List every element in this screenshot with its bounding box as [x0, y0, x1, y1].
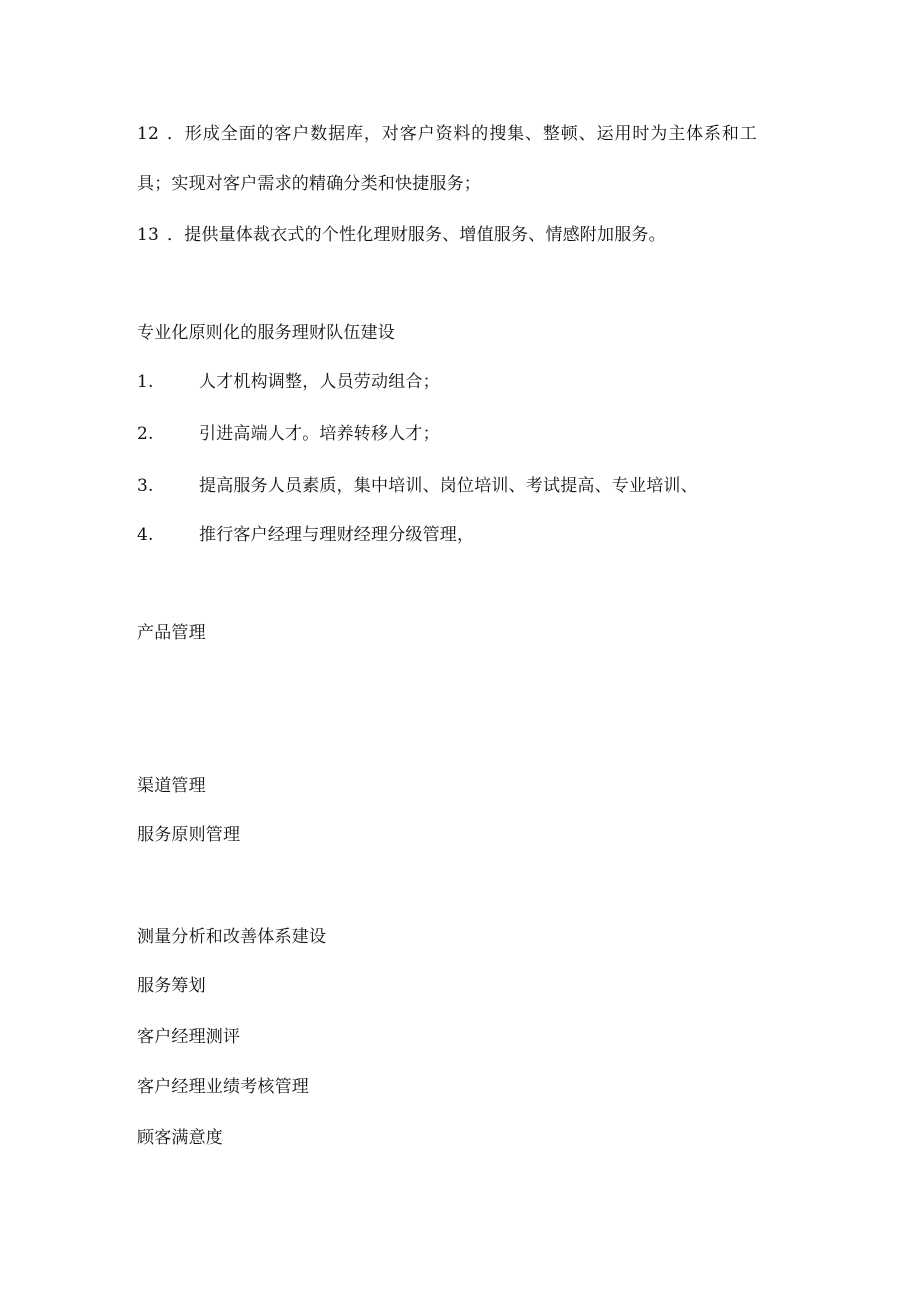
list-text: 提高服务人员素质，集中培训、岗位培训、考试提高、专业培训、 — [199, 476, 698, 496]
section-heading-channel: 渠道管理 — [137, 776, 206, 796]
list-number: 4. — [137, 525, 154, 545]
item-text: ．提供量体裁衣式的个性化理财服务、增值服务、情感附加服务。 — [167, 225, 666, 245]
list-number: 1. — [137, 372, 154, 392]
list-item — [137, 370, 440, 394]
list-item — [137, 422, 440, 446]
section-heading-satisfaction: 顾客满意度 — [137, 1128, 223, 1148]
list-number: 2. — [137, 424, 154, 444]
list-number: 3. — [137, 476, 154, 496]
section-heading-team: 专业化原则化的服务理财队伍建设 — [137, 323, 395, 343]
list-text: 引进高端人才。培养转移人才； — [199, 424, 440, 444]
item-13 — [137, 223, 666, 247]
section-heading-manager-performance: 客户经理业绩考核管理 — [137, 1077, 309, 1097]
section-heading-service-principle: 服务原则管理 — [137, 825, 241, 845]
list-item — [137, 474, 698, 498]
item-12-line-1 — [137, 122, 758, 146]
list-item — [137, 523, 474, 547]
section-heading-manager-evaluation: 客户经理测评 — [137, 1027, 241, 1047]
item-text: ．形成全面的客户数据库，对客户资料的搜集、整顿、运用时为主体系和工 — [167, 124, 758, 144]
item-12-line-2 — [137, 172, 481, 196]
item-number: 12 — [137, 124, 160, 144]
section-heading-measurement: 测量分析和改善体系建设 — [137, 927, 327, 947]
section-heading-service-planning: 服务筹划 — [137, 976, 206, 996]
list-text: 推行客户经理与理财经理分级管理， — [199, 525, 475, 545]
section-heading-product: 产品管理 — [137, 623, 206, 643]
item-text-continuation: 具；实现对客户需求的精确分类和快捷服务； — [137, 174, 481, 194]
list-text: 人才机构调整，人员劳动组合； — [199, 372, 440, 392]
item-number: 13 — [137, 225, 160, 245]
